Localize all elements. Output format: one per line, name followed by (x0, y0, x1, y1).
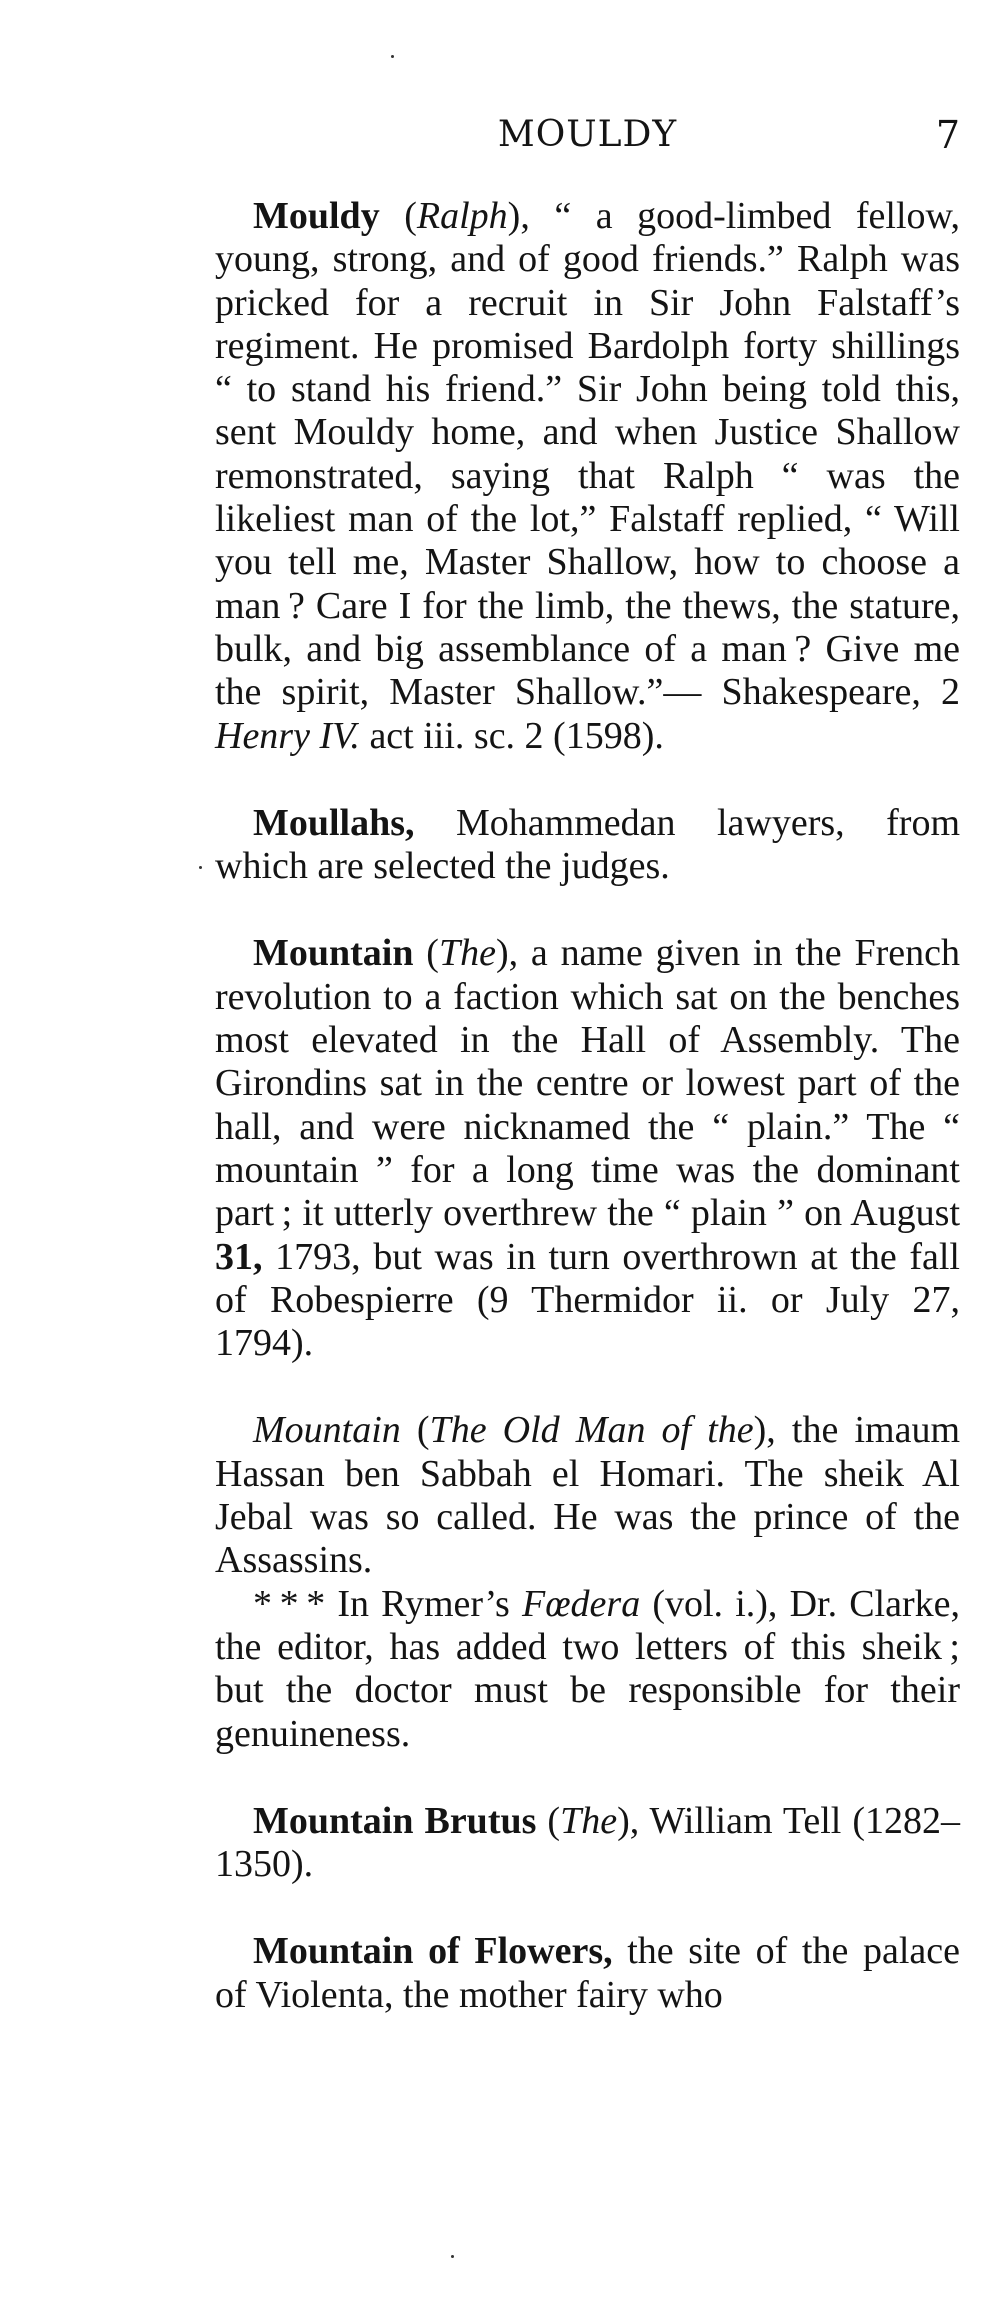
paren-close: ), (495, 932, 519, 975)
entry-mountain-of-flowers (215, 1930, 960, 2017)
running-head (215, 110, 960, 160)
entry-text: Mohammedan lawyers, from which are selected the judges. (215, 801, 960, 888)
entry-old-man-of-the-mountain (215, 1409, 960, 1755)
dictionary-text (215, 195, 960, 2061)
page-number: 7 (935, 113, 960, 157)
entry-headword: Mountain of Flowers, (253, 1930, 613, 1973)
entry-headword: Mountain (253, 932, 414, 975)
print-speck (391, 55, 394, 58)
print-speck (199, 866, 202, 869)
asterism-mark: * * * (253, 1582, 326, 1625)
entry-text: “ a good-limbed fellow, young, strong, and of good friends.” Ralph was pricked for a recruit in Sir John Falstaff’s regiment. He promised Bardolph forty shillings “ to stand his friend.” Sir John being told this, sent Mouldy home, and when Justice Shallow remonstrated, saying that Ralph “ was the likeliest man of the lot,” Falstaff replied, “ Will you tell me, Master Shallow, how to choose a man ? Care I for the limb, the thews, the stature, bulk, and big assemblance of a man ? Give me the spirit, Master Shallow.”— Shakespeare, 2 (215, 195, 960, 714)
paren-open: ( (413, 932, 439, 975)
paren-open: ( (379, 195, 417, 237)
entry-subhead: Ralph (416, 195, 508, 237)
entry-mountain-brutus (215, 1800, 960, 1887)
entry-subhead: The (438, 932, 496, 975)
print-speck (451, 2255, 454, 2258)
paren-open: ( (536, 1799, 561, 1842)
entry-mouldy (215, 195, 960, 758)
work-title: Henry IV. (215, 714, 360, 757)
entry-headword: Mountain (253, 1409, 401, 1452)
entry-headword: Mouldy (253, 195, 380, 237)
bold-number: 31, (215, 1235, 263, 1278)
entry-note (215, 1583, 960, 1756)
entry-text: a name given in the French revolution to a faction which sat on the benches most elevated in the Hall of Assembly. The Girondins sat in the centre or lowest part of the hall, and were nicknamed the “ plain.” The “ mountain ” for a long time was the dominant part ; it utterly overthrew the “ plain ” on August (215, 932, 960, 1235)
entry-moullahs (215, 802, 960, 889)
entry-paragraph (215, 1409, 960, 1582)
running-head-title: MOULDY (497, 114, 678, 155)
entry-text: the site of the palace of Violenta, the mother fairy who (215, 1930, 960, 2016)
note-work-title: Fœdera (521, 1582, 641, 1625)
entry-text-end: act iii. sc. 2 (1598). (359, 714, 664, 757)
note-text-end: (vol. i.), Dr. Clarke, the editor, has added two letters of this sheik ; but the doctor must be responsible for their genuineness. (215, 1582, 961, 1755)
entry-text: William Tell (1282–1350). (215, 1799, 961, 1886)
note-text: In Rymer’s (325, 1582, 522, 1625)
entry-headword: Moullahs, (253, 801, 415, 844)
paren-close: ), (753, 1409, 776, 1452)
entry-subhead: The (560, 1799, 618, 1842)
entry-text: the imaum Hassan ben Sabbah el Homari. The sheik Al Jebal was so called. He was the prince of the Assassins. (215, 1409, 961, 1582)
entry-mountain (215, 932, 960, 1365)
entry-subhead: The Old Man of the (429, 1409, 754, 1452)
entry-text-end: 1793, but was in turn overthrown at the fall of Robespierre (9 Thermidor ii. or July 27, 1794). (215, 1235, 960, 1365)
paren-close: ), (507, 195, 530, 237)
entry-headword: Mountain Brutus (253, 1799, 537, 1842)
paren-open: ( (400, 1409, 430, 1452)
paren-close: ), (617, 1799, 640, 1842)
